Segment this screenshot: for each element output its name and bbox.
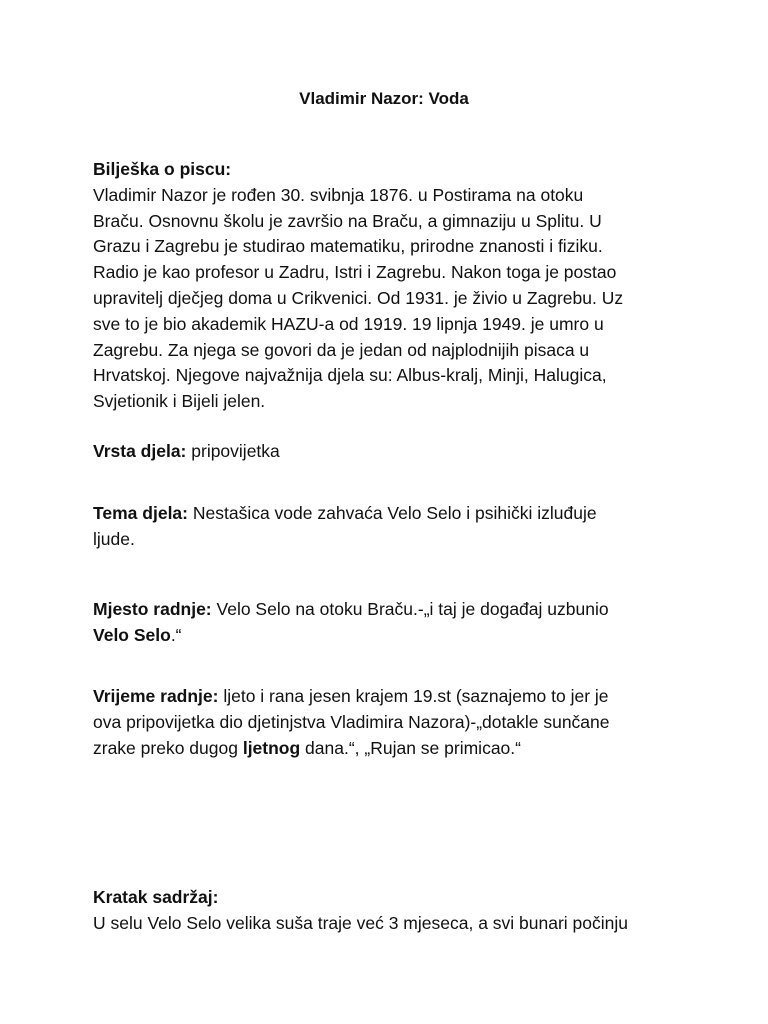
tema-text-line2: ljude. bbox=[93, 528, 135, 549]
vrijeme-text-a: zrake preko dugog bbox=[93, 737, 243, 758]
section-vrijeme bbox=[93, 684, 673, 761]
vrijeme-label: Vrijeme radnje: bbox=[93, 686, 219, 706]
biljeska-line: upravitelj dječjeg doma u Crikvenici. Od 1931. je živio u Zagrebu. Uz bbox=[93, 287, 624, 308]
biljeska-line: Braču. Osnovnu školu je završio na Braču, a gimnaziju u Splitu. U bbox=[93, 210, 602, 231]
section-mjesto bbox=[93, 597, 673, 649]
document-title: Vladimir Nazor: Voda bbox=[299, 89, 469, 108]
vrsta-text: pripovijetka bbox=[186, 441, 280, 461]
biljeska-line: Svjetionik i Bijeli jelen. bbox=[93, 391, 266, 412]
vrsta-label: Vrsta djela: bbox=[93, 441, 187, 461]
vrijeme-text-line2: ova pripovijetka dio djetinjstva Vladimira Nazora)-„dotakle sunčane bbox=[93, 711, 610, 732]
biljeska-line: Hrvatskoj. Njegove najvažnija djela su: Albus-kralj, Minji, Halugica, bbox=[93, 365, 607, 386]
vrijeme-text: ljeto i rana jesen krajem 19.st (saznajemo to jer je bbox=[218, 686, 609, 706]
biljeska-line: Grazu i Zagrebu je studirao matematiku, prirodne znanosti i fiziku. bbox=[93, 236, 603, 257]
section-vrsta bbox=[93, 439, 673, 465]
tema-text: Nestašica vode zahvaća Velo Selo i psihički izluđuje bbox=[188, 503, 597, 523]
section-tema bbox=[93, 501, 673, 553]
mjesto-text-end: .“ bbox=[170, 624, 182, 645]
vrijeme-text-b: dana.“, „Rujan se primicao.“ bbox=[300, 737, 521, 758]
biljeska-line: Vladimir Nazor je rođen 30. svibnja 1876. u Postirama na otoku bbox=[93, 184, 584, 205]
vrijeme-bold-text: ljetnog bbox=[242, 737, 301, 758]
biljeska-line: sve to je bio akademik HAZU-a od 1919. 19 lipnja 1949. je umro u bbox=[93, 313, 604, 334]
biljeska-line: Zagrebu. Za njega se govori da je jedan od najplodnijih pisaca u bbox=[93, 339, 590, 360]
biljeska-line: Radio je kao profesor u Zadru, Istri i Zagrebu. Nakon toga je postao bbox=[93, 262, 617, 283]
kratak-label: Kratak sadržaj: bbox=[93, 887, 219, 907]
biljeska-label: Bilješka o piscu: bbox=[93, 159, 232, 179]
mjesto-text: Velo Selo na otoku Braču.-„i taj je događaj uzbunio bbox=[211, 599, 609, 619]
kratak-line: U selu Velo Selo velika suša traje već 3 mjeseca, a svi bunari počinju bbox=[93, 912, 628, 933]
mjesto-label: Mjesto radnje: bbox=[93, 599, 212, 619]
section-kratak bbox=[93, 885, 673, 937]
section-biljeska bbox=[93, 157, 673, 415]
tema-label: Tema djela: bbox=[93, 503, 188, 523]
mjesto-bold-text: Velo Selo bbox=[93, 624, 171, 645]
